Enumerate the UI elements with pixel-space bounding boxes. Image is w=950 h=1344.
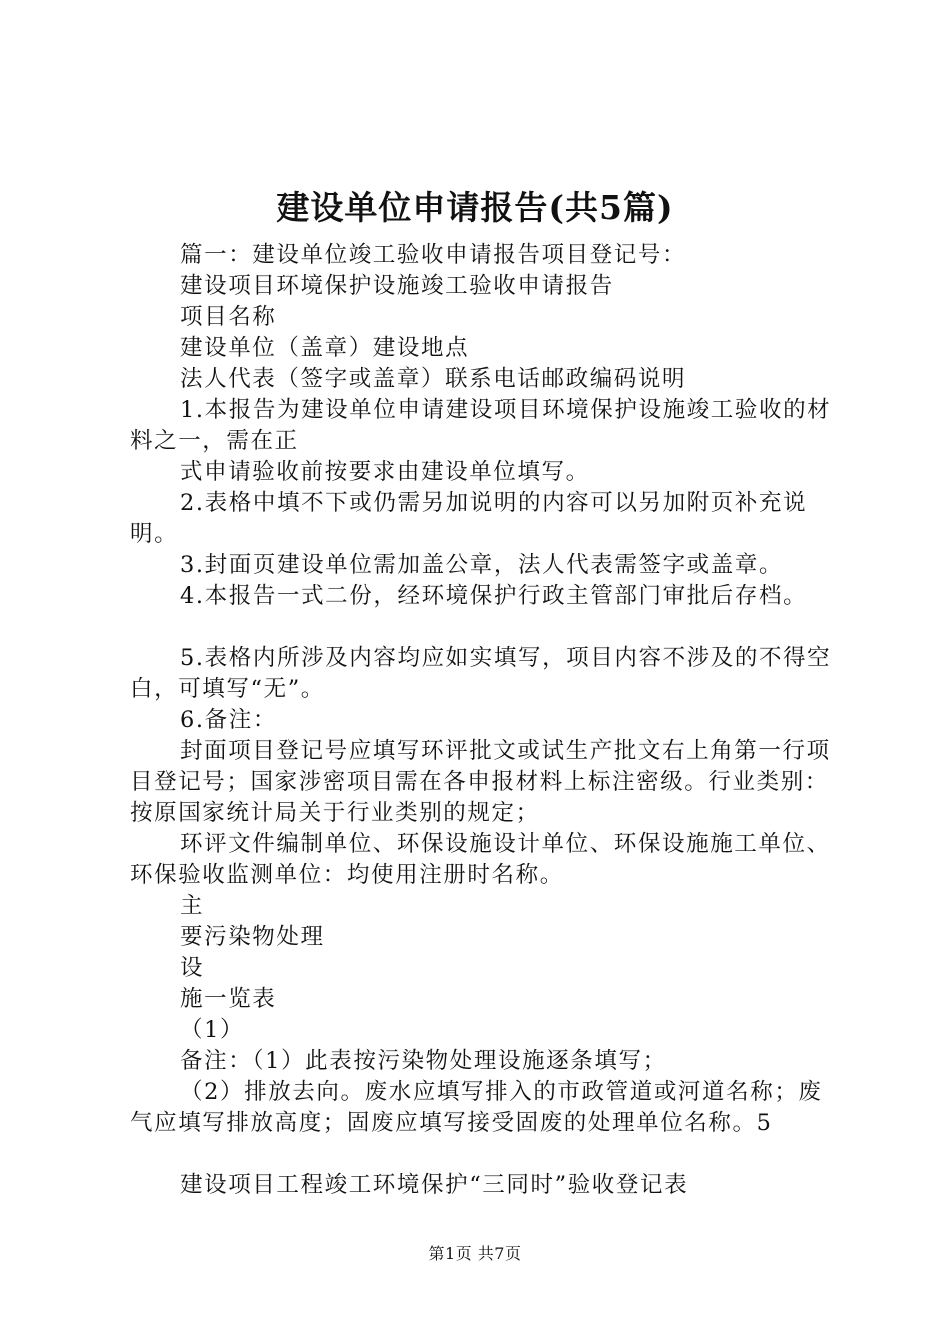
paragraph-cover-notes: 封面项目登记号应填写环评批文或试生产批文右上角第一行项目登记号；国家涉密项目需在各申报材料上标注密级。行业类别：按原国家统计局关于行业类别的规定；: [130, 738, 831, 826]
paragraph-note-2: 2.表格中填不下或仍需另加说明的内容可以另加附页补充说明。: [130, 490, 808, 547]
paragraph-heading-1: 篇一：建设单位竣工验收申请报告项目登记号：: [180, 242, 687, 268]
paragraph-construction-unit: 建设单位（盖章）建设地点: [180, 335, 470, 361]
blank-line: [130, 612, 835, 643]
document-title: 建设单位申请报告(共5篇): [276, 188, 674, 227]
paragraph-note-1: 1.本报告为建设单位申请建设项目环境保护设施竣工验收的材料之一，需在正: [130, 397, 832, 454]
document-body: [130, 240, 835, 1201]
paragraph-table-title-1: 主: [180, 893, 205, 919]
paragraph-legal-rep: 法人代表（签字或盖章）联系电话邮政编码说明: [180, 366, 687, 392]
paragraph-project-name: 项目名称: [180, 304, 277, 330]
paragraph-note-3: 3.封面页建设单位需加盖公章，法人代表需签字或盖章。: [180, 552, 784, 578]
paragraph-note-1-cont: 式申请验收前按要求由建设单位填写。: [180, 459, 590, 485]
paragraph-table-index: （1）: [180, 1017, 245, 1043]
paragraph-note-6: 6.备注：: [180, 707, 277, 733]
paragraph-table-title-4: 施一览表: [180, 986, 277, 1012]
page-footer: 第1页 共7页: [428, 1244, 522, 1263]
paragraph-note-4: 4.本报告一式二份，经环境保护行政主管部门审批后存档。: [180, 583, 808, 609]
paragraph-note-5: 5.表格内所涉及内容均应如实填写，项目内容不涉及的不得空白，可填写“无”。: [130, 645, 832, 702]
blank-line: [130, 1139, 835, 1170]
paragraph-table-title-2: 要污染物处理: [180, 924, 325, 950]
paragraph-table-title-3: 设: [180, 955, 205, 981]
paragraph-registration-form: 建设项目工程竣工环境保护“三同时”验收登记表: [180, 1172, 689, 1198]
paragraph-remark-2: （2）排放去向。废水应填写排入的市政管道或河道名称；废气应填写排放高度；固废应填写接受固废的处理单位名称。5: [130, 1079, 823, 1136]
paragraph-remark-1: 备注：（1）此表按污染物处理设施逐条填写；: [180, 1048, 667, 1074]
paragraph-unit-names: 环评文件编制单位、环保设施设计单位、环保设施施工单位、环保验收监测单位：均使用注册时名称。: [130, 831, 831, 888]
paragraph-report-name: 建设项目环境保护设施竣工验收申请报告: [180, 273, 614, 299]
